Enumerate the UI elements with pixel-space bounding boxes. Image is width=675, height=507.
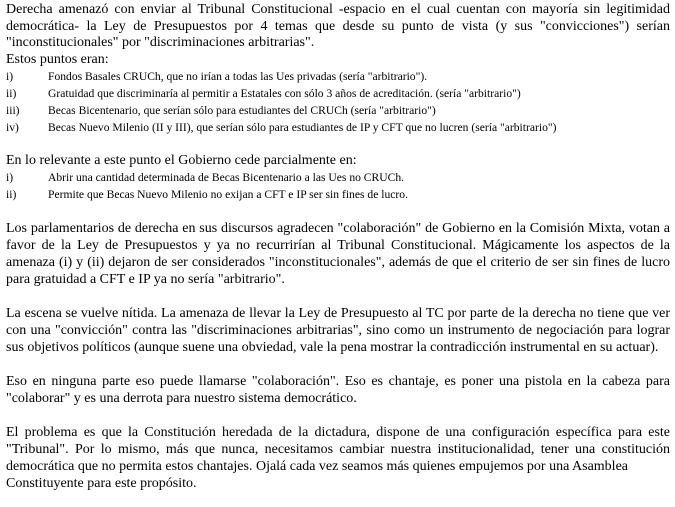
list-item	[6, 119, 670, 136]
list-item	[6, 186, 670, 203]
concessions-list	[6, 169, 670, 203]
list-item-number: iii)	[6, 103, 20, 117]
document-body	[6, 2, 670, 492]
list-item	[6, 85, 670, 102]
list-item-text: Gratuidad que discriminaría al permitir a Estatales con sólo 3 años de acreditación. (sería "arbitrario")	[48, 86, 521, 100]
list-item-text: Becas Bicentenario, que serían sólo para estudiantes del CRUCh (sería "arbitrario")	[48, 103, 436, 117]
list-item	[6, 169, 670, 186]
list-item-text: Permite que Becas Nuevo Milenio no exijan a CFT e IP ser sin fines de lucro.	[48, 187, 408, 201]
list-item-number: i)	[6, 170, 14, 184]
concessions-heading: En lo relevante a este punto el Gobierno cede parcialmente en:	[6, 152, 357, 168]
problema-paragraph: El problema es que la Constitución heredada de la dictadura, dispone de una configuración específica para este "Tribunal". Por lo mismo, más que nunca, necesitamos cambiar nuestra institucionalidad, tener una constitución democrática que no permita estos chantajes. Ojalá cada vez seamos más quienes empujemos por una Asamblea	[6, 424, 670, 474]
list-item	[6, 102, 670, 119]
problema-paragraph-last-line: Constituyente para este propósito.	[6, 475, 197, 491]
intro-paragraph: Derecha amenazó con enviar al Tribunal Constitucional -espacio en el cual cuentan con mayoría sin legitimidad democrática- la Ley de Presupuestos por 4 temas que desde su punto de vista (y sus "convicciones") serían "inconstitucionales" por "discriminaciones arbitrarias".	[6, 2, 670, 50]
list-item-number: iv)	[6, 120, 19, 134]
list-item-text: Becas Nuevo Milenio (II y III), que serían sólo para estudiantes de IP y CFT que no lucren (sería "arbitrario")	[48, 120, 557, 134]
list-item	[6, 68, 670, 85]
points-heading: Estos puntos eran:	[6, 51, 109, 67]
list-item-text: Fondos Basales CRUCh, que no irían a todas las Ues privadas (sería "arbitrario").	[48, 69, 428, 83]
chantaje-paragraph: Eso en ninguna parte eso puede llamarse "colaboración". Eso es chantaje, es poner una pistola en la cabeza para "colaborar" y es una derrota para nuestro sistema democrático.	[6, 373, 670, 406]
paragraph-spacer	[6, 288, 670, 305]
paragraph-spacer	[6, 356, 670, 373]
list-item-number: ii)	[6, 86, 17, 100]
paragraph-spacer	[6, 203, 670, 220]
list-item-text: Abrir una cantidad determinada de Becas Bicentenario a las Ues no CRUCh.	[48, 170, 405, 184]
points-list	[6, 68, 670, 136]
escena-paragraph: La escena se vuelve nítida. La amenaza de llevar la Ley de Presupuesto al TC por parte de la derecha no tiene que ver con una "convicción" contra las "discriminaciones arbitrarias", sino como un instrumento de negociación para lograr sus objetivos políticos (aunque suene una obviedad, vale la pena mostrar la contradicción instrumental en su actuar).	[6, 305, 670, 355]
list-item-number: i)	[6, 69, 14, 83]
parlamentarios-paragraph: Los parlamentarios de derecha en sus discursos agradecen "colaboración" de Gobierno en la Comisión Mixta, votan a favor de la Ley de Presupuestos y ya no recurrirían al Tribunal Constitucional. Mágicamente los aspectos de la amenaza (i) y (ii) dejaron de ser considerados "inconstitucionales", además de que el criterio de ser sin fines de lucro para gratuidad a CFT e IP ya no sería "arbitrario".	[6, 220, 670, 287]
paragraph-spacer	[6, 407, 670, 424]
list-item-number: ii)	[6, 187, 17, 201]
paragraph-spacer	[6, 136, 670, 153]
